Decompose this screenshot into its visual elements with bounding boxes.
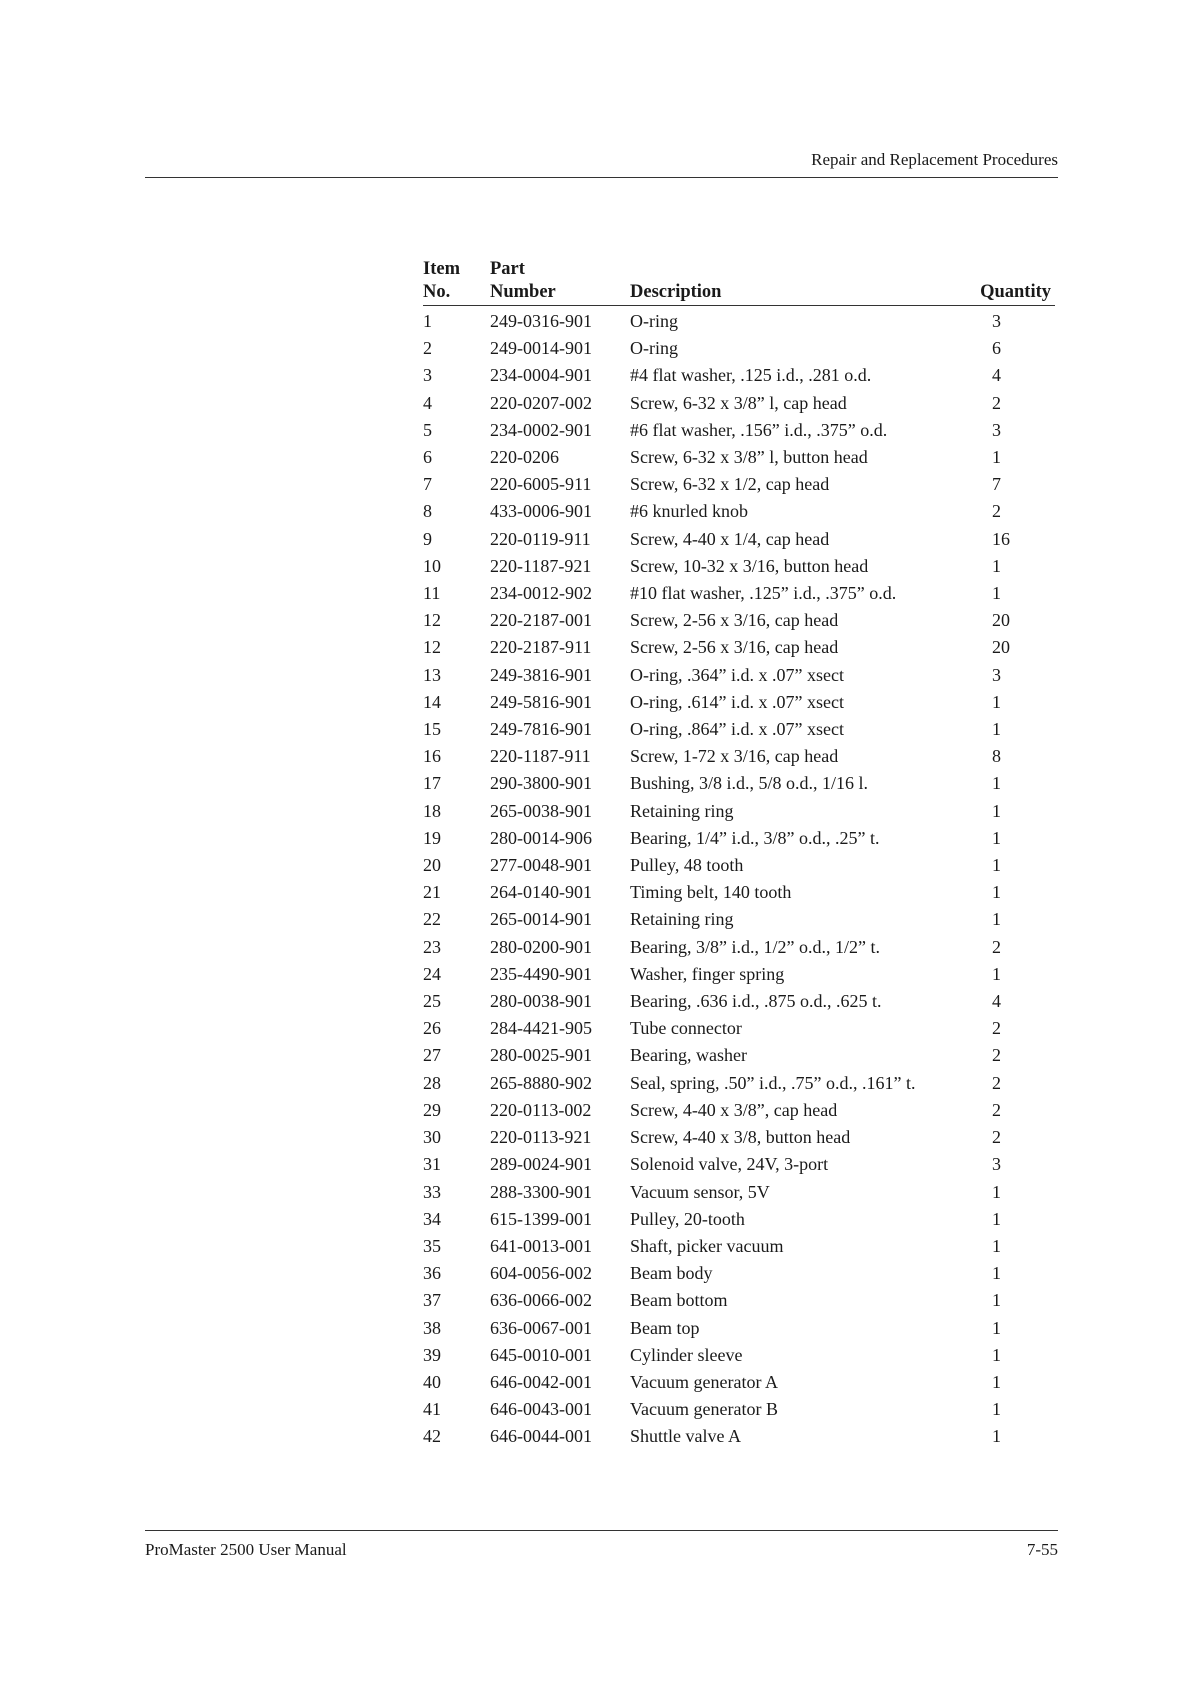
quantity-cell: 1 (992, 555, 1001, 576)
column-header-description: Description (630, 258, 940, 306)
table-row (423, 770, 1055, 797)
table-row (423, 634, 1055, 661)
item-number-cell: 40 (423, 1371, 441, 1392)
description-cell: Screw, 4-40 x 1/4, cap head (630, 528, 830, 549)
part-number-cell: 234-0004-901 (490, 365, 592, 386)
parts-table-body (423, 306, 1055, 1451)
description-cell: Vacuum generator B (630, 1399, 778, 1420)
part-number-cell: 289-0024-901 (490, 1154, 592, 1175)
part-number-cell: 220-1187-921 (490, 555, 592, 576)
description-cell: Vacuum generator A (630, 1371, 778, 1392)
quantity-cell: 1 (992, 1290, 1001, 1311)
item-number-cell: 29 (423, 1099, 441, 1120)
item-number-cell: 14 (423, 691, 441, 712)
part-number-cell: 234-0002-901 (490, 419, 592, 440)
part-number-cell: 220-2187-001 (490, 610, 592, 631)
table-row (423, 689, 1055, 716)
part-number-cell: 234-0012-902 (490, 583, 592, 604)
part-number-cell: 284-4421-905 (490, 1018, 592, 1039)
description-cell: #10 flat washer, .125” i.d., .375” o.d. (630, 583, 897, 604)
part-number-cell: 636-0066-002 (490, 1290, 592, 1311)
description-cell: Retaining ring (630, 800, 734, 821)
table-row (423, 961, 1055, 988)
item-number-cell: 12 (423, 610, 441, 631)
item-number-cell: 19 (423, 827, 441, 848)
quantity-cell: 1 (992, 1317, 1001, 1338)
table-row (423, 1097, 1055, 1124)
table-row (423, 417, 1055, 444)
table-row (423, 716, 1055, 743)
part-number-cell: 615-1399-001 (490, 1208, 592, 1229)
table-header-row (423, 258, 1055, 306)
quantity-cell: 1 (992, 583, 1001, 604)
quantity-cell: 6 (992, 338, 1001, 359)
quantity-cell: 1 (992, 1235, 1001, 1256)
table-row (423, 390, 1055, 417)
description-cell: Solenoid valve, 24V, 3-port (630, 1154, 829, 1175)
table-row (423, 1151, 1055, 1178)
item-number-cell: 38 (423, 1317, 441, 1338)
item-number-cell: 42 (423, 1426, 441, 1447)
quantity-cell: 3 (992, 311, 1001, 331)
quantity-cell: 1 (992, 855, 1001, 876)
table-row (423, 1396, 1055, 1423)
description-cell: O-ring (630, 338, 678, 359)
part-number-cell: 265-0038-901 (490, 800, 592, 821)
quantity-cell: 1 (992, 773, 1001, 794)
table-row (423, 498, 1055, 525)
table-row (423, 1369, 1055, 1396)
description-cell: Retaining ring (630, 909, 734, 930)
description-cell: Bearing, .636 i.d., .875 o.d., .625 t. (630, 991, 882, 1012)
table-row (423, 906, 1055, 933)
description-cell: Bearing, 1/4” i.d., 3/8” o.d., .25” t. (630, 827, 880, 848)
quantity-cell: 8 (992, 746, 1001, 767)
description-cell: O-ring (630, 311, 678, 331)
item-number-cell: 26 (423, 1018, 441, 1039)
description-cell: Pulley, 20-tooth (630, 1208, 745, 1229)
table-row (423, 607, 1055, 634)
description-cell: Bushing, 3/8 i.d., 5/8 o.d., 1/16 l. (630, 773, 869, 794)
quantity-cell: 20 (992, 610, 1010, 631)
part-number-cell: 220-2187-911 (490, 637, 592, 658)
table-row (423, 1015, 1055, 1042)
quantity-cell: 1 (992, 1344, 1001, 1365)
description-cell: Vacuum sensor, 5V (630, 1181, 770, 1202)
footer-rule (145, 1530, 1058, 1531)
quantity-cell: 4 (992, 991, 1001, 1012)
description-cell: Bearing, washer (630, 1045, 747, 1066)
quantity-cell: 1 (992, 909, 1001, 930)
item-number-cell: 9 (423, 528, 432, 549)
table-row (423, 553, 1055, 580)
table-row (423, 1423, 1055, 1450)
part-number-cell: 249-7816-901 (490, 719, 592, 740)
header-rule (145, 177, 1058, 178)
table-row (423, 1124, 1055, 1151)
item-number-cell: 1 (423, 311, 432, 331)
table-row (423, 798, 1055, 825)
description-cell: Pulley, 48 tooth (630, 855, 744, 876)
part-number-cell: 220-0113-002 (490, 1099, 592, 1120)
item-number-cell: 31 (423, 1154, 441, 1175)
item-number-cell: 28 (423, 1072, 441, 1093)
quantity-cell: 1 (992, 691, 1001, 712)
quantity-cell: 2 (992, 936, 1001, 957)
table-row (423, 988, 1055, 1015)
table-row (423, 662, 1055, 689)
table-row (423, 1042, 1055, 1069)
item-number-cell: 3 (423, 365, 432, 386)
description-cell: #6 flat washer, .156” i.d., .375” o.d. (630, 419, 888, 440)
table-row (423, 444, 1055, 471)
part-number-cell: 235-4490-901 (490, 963, 592, 984)
quantity-cell: 20 (992, 637, 1010, 658)
running-header: Repair and Replacement Procedures (811, 150, 1058, 169)
item-number-cell: 7 (423, 474, 432, 495)
description-cell: Screw, 10-32 x 3/16, button head (630, 555, 869, 576)
quantity-cell: 1 (992, 1181, 1001, 1202)
part-number-cell: 249-0014-901 (490, 338, 592, 359)
quantity-cell: 1 (992, 882, 1001, 903)
description-cell: Shuttle valve A (630, 1426, 741, 1447)
quantity-cell: 1 (992, 1371, 1001, 1392)
part-number-cell: 220-6005-911 (490, 474, 592, 495)
part-number-cell: 433-0006-901 (490, 501, 592, 522)
part-number-cell: 636-0067-001 (490, 1317, 592, 1338)
table-row (423, 526, 1055, 553)
item-number-cell: 17 (423, 773, 441, 794)
part-number-cell: 280-0014-906 (490, 827, 592, 848)
description-cell: #6 knurled knob (630, 501, 748, 522)
quantity-cell: 1 (992, 719, 1001, 740)
part-number-cell: 220-0206 (490, 447, 559, 468)
column-header-part-number: Part Number (490, 258, 630, 306)
description-cell: O-ring, .864” i.d. x .07” xsect (630, 719, 844, 740)
part-number-cell: 604-0056-002 (490, 1263, 592, 1284)
description-cell: Seal, spring, .50” i.d., .75” o.d., .161” t. (630, 1072, 916, 1093)
table-row (423, 335, 1055, 362)
table-row (423, 825, 1055, 852)
item-number-cell: 27 (423, 1045, 441, 1066)
description-cell: Washer, finger spring (630, 963, 785, 984)
quantity-cell: 1 (992, 827, 1001, 848)
table-row (423, 306, 1055, 336)
item-number-cell: 25 (423, 991, 441, 1012)
quantity-cell: 3 (992, 1154, 1001, 1175)
part-number-cell: 249-5816-901 (490, 691, 592, 712)
item-number-cell: 2 (423, 338, 432, 359)
description-cell: O-ring, .614” i.d. x .07” xsect (630, 691, 844, 712)
item-number-cell: 23 (423, 936, 441, 957)
description-cell: Bearing, 3/8” i.d., 1/2” o.d., 1/2” t. (630, 936, 880, 957)
table-row (423, 852, 1055, 879)
quantity-cell: 1 (992, 1426, 1001, 1447)
quantity-cell: 16 (992, 528, 1010, 549)
part-number-cell: 641-0013-001 (490, 1235, 592, 1256)
part-number-cell: 265-0014-901 (490, 909, 592, 930)
quantity-cell: 4 (992, 365, 1001, 386)
item-number-cell: 11 (423, 583, 441, 604)
table-row (423, 934, 1055, 961)
part-number-cell: 280-0038-901 (490, 991, 592, 1012)
description-cell: Tube connector (630, 1018, 742, 1039)
quantity-cell: 2 (992, 1045, 1001, 1066)
quantity-cell: 7 (992, 474, 1001, 495)
part-number-cell: 277-0048-901 (490, 855, 592, 876)
item-number-cell: 24 (423, 963, 441, 984)
part-number-cell: 249-3816-901 (490, 664, 592, 685)
description-cell: Screw, 2-56 x 3/16, cap head (630, 610, 839, 631)
item-number-cell: 34 (423, 1208, 441, 1229)
description-cell: Screw, 2-56 x 3/16, cap head (630, 637, 839, 658)
description-cell: Beam body (630, 1263, 713, 1284)
part-number-cell: 646-0044-001 (490, 1426, 592, 1447)
part-number-cell: 220-0119-911 (490, 528, 591, 549)
table-row (423, 879, 1055, 906)
quantity-cell: 3 (992, 664, 1001, 685)
item-number-cell: 18 (423, 800, 441, 821)
column-header-quantity: Quantity (940, 258, 1055, 306)
description-cell: Cylinder sleeve (630, 1344, 743, 1365)
item-number-cell: 10 (423, 555, 441, 576)
description-cell: Screw, 6-32 x 3/8” l, button head (630, 447, 868, 468)
part-number-cell: 646-0043-001 (490, 1399, 592, 1420)
item-number-cell: 22 (423, 909, 441, 930)
item-number-cell: 21 (423, 882, 441, 903)
table-row (423, 1070, 1055, 1097)
part-number-cell: 280-0025-901 (490, 1045, 592, 1066)
part-number-cell: 220-1187-911 (490, 746, 591, 767)
table-row (423, 743, 1055, 770)
part-number-cell: 280-0200-901 (490, 936, 592, 957)
description-cell: Beam bottom (630, 1290, 728, 1311)
item-number-cell: 16 (423, 746, 441, 767)
quantity-cell: 2 (992, 1072, 1001, 1093)
quantity-cell: 1 (992, 1208, 1001, 1229)
table-row (423, 1206, 1055, 1233)
quantity-cell: 1 (992, 800, 1001, 821)
part-number-cell: 265-8880-902 (490, 1072, 592, 1093)
item-number-cell: 8 (423, 501, 432, 522)
item-number-cell: 6 (423, 447, 432, 468)
item-number-cell: 13 (423, 664, 441, 685)
part-number-cell: 220-0207-002 (490, 392, 592, 413)
table-row (423, 1315, 1055, 1342)
item-number-cell: 30 (423, 1127, 441, 1148)
description-cell: Screw, 1-72 x 3/16, cap head (630, 746, 839, 767)
description-cell: Screw, 4-40 x 3/8, button head (630, 1127, 851, 1148)
quantity-cell: 3 (992, 419, 1001, 440)
quantity-cell: 1 (992, 963, 1001, 984)
column-header-item: Item No. (423, 258, 490, 306)
item-number-cell: 33 (423, 1181, 441, 1202)
page-number: 7-55 (1026, 1540, 1058, 1559)
table-row (423, 362, 1055, 389)
item-number-cell: 12 (423, 637, 441, 658)
table-row (423, 1342, 1055, 1369)
description-cell: #4 flat washer, .125 i.d., .281 o.d. (630, 365, 872, 386)
part-number-cell: 220-0113-921 (490, 1127, 592, 1148)
description-cell: Shaft, picker vacuum (630, 1235, 784, 1256)
quantity-cell: 1 (992, 447, 1001, 468)
description-cell: Beam top (630, 1317, 700, 1338)
part-number-cell: 290-3800-901 (490, 773, 592, 794)
item-number-cell: 36 (423, 1263, 441, 1284)
item-number-cell: 35 (423, 1235, 441, 1256)
quantity-cell: 2 (992, 501, 1001, 522)
item-number-cell: 15 (423, 719, 441, 740)
quantity-cell: 2 (992, 1127, 1001, 1148)
description-cell: Screw, 6-32 x 3/8” l, cap head (630, 392, 847, 413)
item-number-cell: 20 (423, 855, 441, 876)
item-number-cell: 5 (423, 419, 432, 440)
manual-title: ProMaster 2500 User Manual (145, 1540, 347, 1559)
quantity-cell: 2 (992, 392, 1001, 413)
quantity-cell: 2 (992, 1099, 1001, 1120)
item-number-cell: 37 (423, 1290, 441, 1311)
table-row (423, 580, 1055, 607)
description-cell: Screw, 4-40 x 3/8”, cap head (630, 1099, 838, 1120)
quantity-cell: 1 (992, 1399, 1001, 1420)
item-number-cell: 4 (423, 392, 432, 413)
part-number-cell: 646-0042-001 (490, 1371, 592, 1392)
table-row (423, 471, 1055, 498)
table-row (423, 1260, 1055, 1287)
item-number-cell: 39 (423, 1344, 441, 1365)
quantity-cell: 2 (992, 1018, 1001, 1039)
table-row (423, 1233, 1055, 1260)
part-number-cell: 645-0010-001 (490, 1344, 592, 1365)
item-number-cell: 41 (423, 1399, 441, 1420)
table-row (423, 1287, 1055, 1314)
quantity-cell: 1 (992, 1263, 1001, 1284)
part-number-cell: 288-3300-901 (490, 1181, 592, 1202)
part-number-cell: 249-0316-901 (490, 311, 592, 331)
parts-table (423, 258, 1055, 1451)
description-cell: O-ring, .364” i.d. x .07” xsect (630, 664, 844, 685)
description-cell: Timing belt, 140 tooth (630, 882, 792, 903)
part-number-cell: 264-0140-901 (490, 882, 592, 903)
table-row (423, 1179, 1055, 1206)
description-cell: Screw, 6-32 x 1/2, cap head (630, 474, 830, 495)
